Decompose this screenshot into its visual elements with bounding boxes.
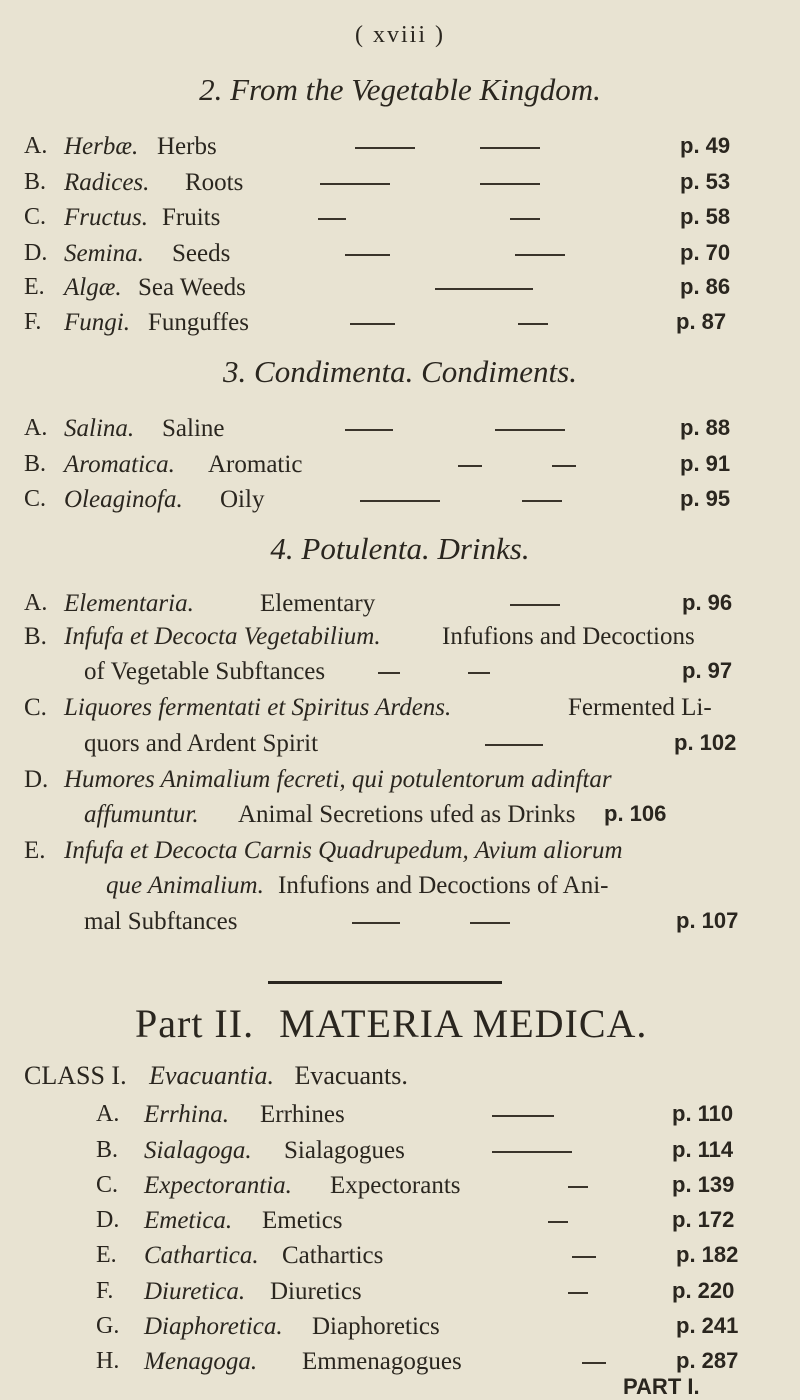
part-title bbox=[135, 1000, 647, 1047]
item-letter: C. bbox=[24, 486, 47, 512]
dash-rule bbox=[355, 147, 415, 149]
item-page: p. 220 bbox=[672, 1278, 735, 1303]
item-letter: A. bbox=[24, 415, 48, 441]
list-item bbox=[0, 1207, 800, 1243]
item-page: p. 87 bbox=[676, 309, 727, 334]
item-page: p. 53 bbox=[680, 169, 731, 194]
list-item bbox=[0, 908, 800, 944]
item-letter: A. bbox=[96, 1101, 120, 1127]
item-page: p. 58 bbox=[680, 204, 731, 229]
dash-rule bbox=[522, 500, 562, 502]
list-item bbox=[0, 658, 800, 694]
item-latin-cont: affumuntur. bbox=[84, 801, 199, 828]
item-page: p. 86 bbox=[680, 274, 731, 299]
list-item bbox=[0, 169, 800, 205]
part-name: MATERIA MEDICA. bbox=[279, 1001, 648, 1046]
item-english: Infufions and Decoctions bbox=[442, 623, 695, 650]
item-page: p. 182 bbox=[676, 1242, 739, 1267]
item-latin: Fructus. bbox=[64, 204, 149, 231]
dash-rule bbox=[320, 183, 390, 185]
item-latin-cont: que Animalium. bbox=[106, 872, 264, 899]
item-latin: Diaphoretica. bbox=[144, 1313, 283, 1340]
item-latin: Elementaria. bbox=[64, 590, 194, 617]
item-english: Seeds bbox=[172, 240, 231, 267]
item-english-cont: mal Subftances bbox=[84, 908, 238, 935]
item-english: Infufions and Decoctions of Ani- bbox=[278, 872, 609, 899]
list-item bbox=[0, 1137, 800, 1173]
dash-rule bbox=[568, 1186, 588, 1188]
item-english: Diuretics bbox=[270, 1278, 362, 1305]
list-item bbox=[0, 486, 800, 522]
dash-rule bbox=[582, 1362, 606, 1364]
item-letter: F. bbox=[96, 1278, 114, 1304]
dash-rule bbox=[568, 1292, 588, 1294]
item-page: p. 110 bbox=[672, 1101, 734, 1126]
item-latin: Expectorantia. bbox=[144, 1172, 292, 1199]
item-letter: D. bbox=[96, 1207, 120, 1233]
class-latin: Evacuantia. bbox=[149, 1061, 274, 1090]
page-number: ( xviii ) bbox=[355, 22, 445, 48]
item-latin: Liquores fermentati et Spiritus Ardens. bbox=[64, 694, 452, 721]
item-latin: Fungi. bbox=[64, 309, 130, 336]
item-page: p. 172 bbox=[672, 1207, 735, 1232]
item-latin: Salina. bbox=[64, 415, 135, 442]
item-letter: D. bbox=[24, 240, 48, 266]
dash-rule bbox=[352, 922, 400, 924]
list-item bbox=[0, 1101, 800, 1137]
item-english: Elementary bbox=[260, 590, 376, 617]
dash-rule bbox=[345, 429, 393, 431]
list-item bbox=[0, 801, 800, 837]
item-english: Oily bbox=[220, 486, 265, 513]
list-item bbox=[0, 274, 800, 310]
item-english: Cathartics bbox=[282, 1242, 384, 1269]
item-letter: B. bbox=[24, 451, 47, 477]
dash-rule bbox=[552, 465, 576, 467]
dash-rule bbox=[515, 254, 565, 256]
item-latin: Aromatica. bbox=[64, 451, 175, 478]
item-page: p. 287 bbox=[676, 1348, 739, 1373]
item-letter: C. bbox=[96, 1172, 119, 1198]
item-latin: Errhina. bbox=[144, 1101, 229, 1128]
dash-rule bbox=[378, 672, 400, 674]
list-item bbox=[0, 309, 800, 345]
item-page: p. 114 bbox=[672, 1137, 734, 1162]
dash-rule bbox=[468, 672, 490, 674]
dash-rule bbox=[510, 218, 540, 220]
list-item bbox=[0, 204, 800, 240]
item-english: Saline bbox=[162, 415, 225, 442]
dash-rule bbox=[492, 1151, 572, 1153]
dash-rule bbox=[458, 465, 482, 467]
item-latin: Oleaginofa. bbox=[64, 486, 183, 513]
item-page: p. 106 bbox=[604, 801, 667, 826]
item-english-cont: quors and Ardent Spirit bbox=[84, 730, 319, 757]
dash-rule bbox=[548, 1221, 568, 1223]
item-english: Expectorants bbox=[330, 1172, 461, 1199]
item-letter: E. bbox=[24, 837, 46, 864]
item-english: Sialagogues bbox=[284, 1137, 405, 1164]
item-english: Sea Weeds bbox=[138, 274, 246, 301]
item-latin: Radices. bbox=[64, 169, 150, 196]
dash-rule bbox=[470, 922, 510, 924]
item-english: Errhines bbox=[260, 1101, 345, 1128]
item-english: Animal Secretions ufed as Drinks bbox=[238, 801, 576, 828]
list-item bbox=[0, 451, 800, 487]
list-item bbox=[0, 133, 800, 169]
item-latin: Cathartica. bbox=[144, 1242, 259, 1269]
item-letter: E. bbox=[96, 1242, 117, 1268]
list-item bbox=[0, 590, 800, 626]
item-letter: A. bbox=[24, 133, 48, 159]
item-english: Diaphoretics bbox=[312, 1313, 440, 1340]
item-latin: Sialagoga. bbox=[144, 1137, 252, 1164]
class-heading bbox=[24, 1061, 408, 1091]
class-label: CLASS I. bbox=[24, 1061, 127, 1090]
item-letter: E. bbox=[24, 274, 45, 300]
dash-rule bbox=[480, 147, 540, 149]
item-page: p. 88 bbox=[680, 415, 731, 440]
item-page: p. 70 bbox=[680, 240, 731, 265]
dash-rule bbox=[572, 1256, 596, 1258]
list-item bbox=[0, 1278, 800, 1314]
list-item bbox=[0, 240, 800, 276]
item-letter: B. bbox=[96, 1137, 119, 1163]
item-letter: D. bbox=[24, 766, 49, 793]
item-latin: Algæ. bbox=[64, 274, 122, 301]
item-english: Herbs bbox=[157, 133, 217, 160]
item-letter: B. bbox=[24, 169, 47, 195]
item-latin: Infufa et Decocta Carnis Quadrupedum, Avium aliorum bbox=[64, 837, 623, 864]
item-english: Fermented Li- bbox=[568, 694, 712, 721]
item-letter: C. bbox=[24, 694, 47, 721]
item-page: p. 97 bbox=[682, 658, 733, 683]
dash-rule bbox=[435, 288, 533, 290]
item-page: p. 96 bbox=[682, 590, 733, 615]
item-letter: G. bbox=[96, 1313, 120, 1339]
dash-rule bbox=[492, 1115, 554, 1117]
item-page: p. 102 bbox=[674, 730, 737, 755]
dash-rule bbox=[345, 254, 390, 256]
list-item bbox=[0, 1172, 800, 1208]
item-letter: A. bbox=[24, 590, 48, 616]
dash-rule bbox=[360, 500, 440, 502]
item-latin: Humores Animalium fecreti, qui potulentorum adinftar bbox=[64, 766, 612, 793]
item-latin: Emetica. bbox=[144, 1207, 233, 1234]
item-letter: C. bbox=[24, 204, 47, 230]
part-label: Part II. bbox=[135, 1001, 255, 1046]
item-page: p. 91 bbox=[680, 451, 731, 476]
item-english: Funguffes bbox=[148, 309, 249, 336]
item-english: Aromatic bbox=[208, 451, 303, 478]
dash-rule bbox=[318, 218, 346, 220]
section-heading-condiments: 3. Condimenta. Condiments. bbox=[223, 354, 577, 389]
item-english: Emmenagogues bbox=[302, 1348, 462, 1375]
item-letter: H. bbox=[96, 1348, 120, 1374]
dash-rule bbox=[518, 323, 548, 325]
item-latin: Herbæ. bbox=[64, 133, 139, 160]
item-english: Fruits bbox=[162, 204, 221, 231]
list-item bbox=[0, 730, 800, 766]
item-latin: Diuretica. bbox=[144, 1278, 246, 1305]
dash-rule bbox=[350, 323, 395, 325]
list-item bbox=[0, 1313, 800, 1349]
item-letter: B. bbox=[24, 623, 47, 650]
dash-rule bbox=[495, 429, 565, 431]
item-english: Emetics bbox=[262, 1207, 343, 1234]
section-heading-drinks: 4. Potulenta. Drinks. bbox=[270, 531, 530, 566]
list-item bbox=[0, 1242, 800, 1278]
item-latin: Menagoga. bbox=[144, 1348, 258, 1375]
item-latin: Semina. bbox=[64, 240, 144, 267]
item-page: p. 139 bbox=[672, 1172, 735, 1197]
catchword: PART I. bbox=[623, 1374, 700, 1399]
dash-rule bbox=[485, 744, 543, 746]
divider-rule bbox=[268, 981, 502, 984]
item-page: p. 49 bbox=[680, 133, 731, 158]
item-page: p. 107 bbox=[676, 908, 739, 933]
class-english: Evacuants. bbox=[294, 1061, 408, 1090]
dash-rule bbox=[510, 604, 560, 606]
section-heading-vegetable: 2. From the Vegetable Kingdom. bbox=[199, 72, 601, 107]
item-page: p. 241 bbox=[676, 1313, 739, 1338]
item-english-cont: of Vegetable Subftances bbox=[84, 658, 326, 685]
item-letter: F. bbox=[24, 309, 42, 335]
list-item bbox=[0, 415, 800, 451]
item-page: p. 95 bbox=[680, 486, 731, 511]
item-latin: Infufa et Decocta Vegetabilium. bbox=[64, 623, 381, 650]
dash-rule bbox=[480, 183, 540, 185]
item-english: Roots bbox=[185, 169, 244, 196]
